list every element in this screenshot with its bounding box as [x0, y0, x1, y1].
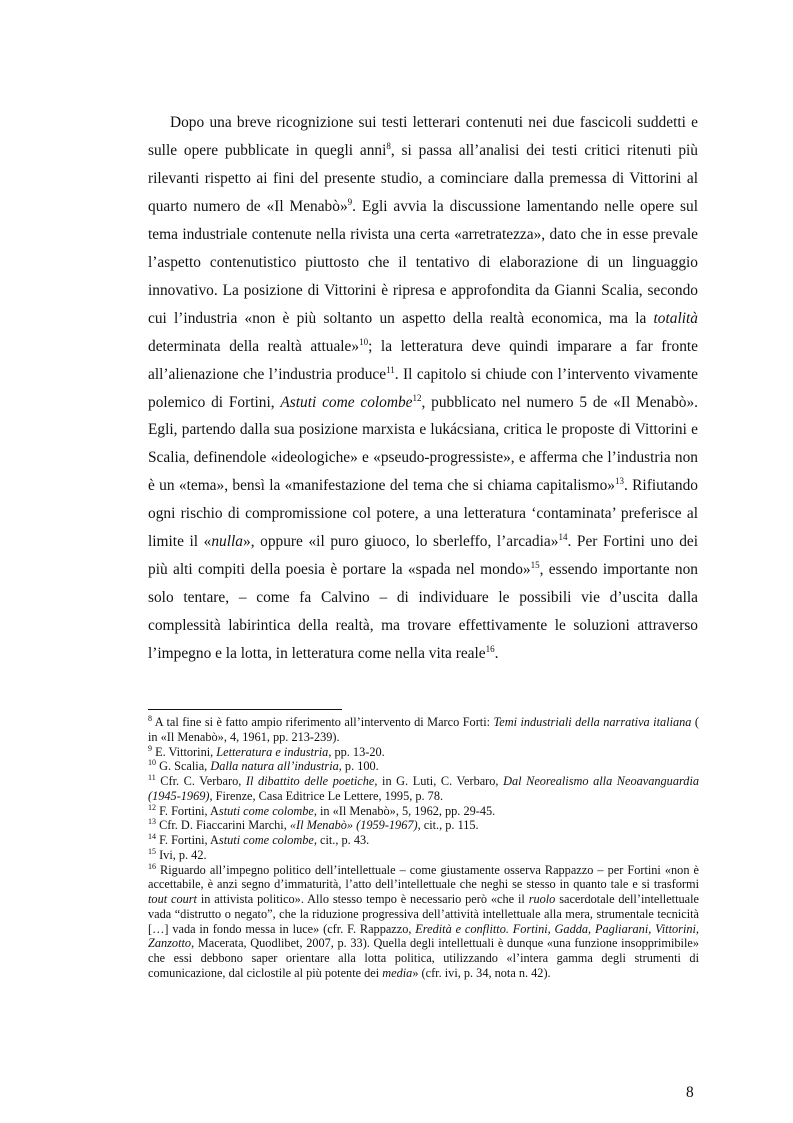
text-run: Dopo una breve ricognizione sui testi letterari contenuti nei due fascicoli suddetti e sulle opere pubblicate in quegli anni [148, 114, 698, 159]
footnote-italic: Eredità e conflitto. Fortini, Gadda, Pagliarani, Vittorini, Zanzotto [148, 921, 699, 951]
footnote-text: Cfr. D. Fiaccarini Marchi, [156, 818, 290, 833]
footnote-14 [148, 833, 699, 848]
footnote-number: 14 [148, 831, 156, 841]
footnote-italic: stuti come colombe, [218, 833, 317, 847]
text-run: , si passa all’analisi dei testi critici ritenuti più rilevanti rispetto ai fini del presente studio, a cominciare dalla premessa di Vittorini al quarto numero de «Il Menabò» [148, 141, 698, 215]
footnote-11 [148, 774, 699, 804]
italic-text: totalità [653, 309, 698, 327]
footnote-9 [148, 745, 699, 760]
footnote-text: , in G. Luti, C. Verbaro, [374, 774, 504, 788]
footnote-number: 10 [148, 758, 156, 768]
footnote-italic: stuti come colombe [218, 803, 314, 818]
italic-text: Astuti come colombe [280, 393, 413, 411]
footnote-text: , pp. 13-20. [328, 744, 385, 759]
footnote-8 [148, 715, 699, 745]
footnote-text: E. Vittorini, [152, 744, 217, 759]
footnote-12 [148, 804, 699, 819]
footnote-italic: Letteratura e industria [216, 744, 329, 759]
text-run: », oppure «il puro giuoco, lo sberleffo, l’arcadia» [243, 533, 559, 551]
footnote-italic: Il dibattito delle poetiche [245, 774, 375, 788]
footnote-text: » (cfr. ivi, p. 34, nota n. 42). [412, 965, 551, 980]
footnote-text: , in «Il Menabò», 5, 1962, pp. 29-45. [313, 803, 496, 818]
footnote-text: Riguardo all’impegno politico dell’intellettuale – come giustamente osserva Rappazzo – per Fortini «non è accettabile, è anzi segno d’immaturità, l’atto dell’intellettuale che neghi se stesso in quanto tale e si trasformi [148, 862, 699, 892]
text-run: ; la letteratura deve quindi imparare a far fronte all’alienazione che l’industria produce [148, 337, 698, 383]
footnote-ref-10[interactable]: 10 [359, 336, 369, 347]
footnote-ref-13[interactable]: 13 [614, 476, 624, 487]
footnote-italic: «Il Menabò» (1959-1967) [289, 818, 418, 833]
footnote-13 [148, 818, 699, 833]
footnote-number: 16 [148, 861, 156, 871]
paragraph [148, 109, 698, 668]
footnote-text: A tal fine si è fatto ampio riferimento all’intervento di Marco Forti: [152, 715, 494, 729]
footnote-text: sacerdotale dell’intellettuale vada “distrutto o negato”, che la riduzione progressiva dell’attività intellettuale alla mera, strumentale tecnicità […] vada in fondo messa in luce» (cfr. F. Rappazzo, [148, 892, 699, 936]
footnote-text: F. Fortini, A [156, 803, 219, 818]
text-run: , pubblicato nel numero 5 de «Il Menabò». Egli, partendo dalla sua posizione marxista e lukácsiana, critica le proposte di Vittorini e Scalia, definendole «ideologiche» e «pseudo-progressiste», e afferma che l’industria non è un «tema», bensì la «manifestazione del tema che si chiama capitalismo» [148, 393, 699, 495]
text-run: . Egli avvia la discussione lamentando nelle opere sul tema industriale contenute nella rivista una certa «arretratezza», dato che in esse prevale l’aspetto contenutistico piuttosto che il tentativo di elaborazione di un linguaggio innovativo. La posizione di Vittorini è ripresa e approfondita da Gianni Scalia, secondo cui l’industria «non è più soltanto un aspetto della realtà economica, ma la [148, 197, 698, 327]
footnotes [148, 715, 699, 981]
footnote-number: 8 [148, 713, 152, 723]
text-run: . Il capitolo si chiude con l’intervento vivamente polemico di Fortini, [148, 365, 698, 411]
footnote-text: G. Scalia, [156, 759, 211, 774]
italic-text: nulla [211, 533, 243, 551]
footnote-ref-15[interactable]: 15 [530, 560, 540, 571]
text-run: , essendo importante non solo tentare, – come fa Calvino – di individuare le possibili vie d’uscita dalla complessità labirintica della realtà, ma trovare effettivamente le soluzioni attraverso l’impegno e la lotta, in letteratura come nella vita reale [148, 561, 698, 663]
footnote-ref-16[interactable]: 16 [485, 643, 495, 654]
footnote-number: 9 [148, 743, 152, 753]
footnote-10 [148, 759, 699, 774]
footnote-text: ( in «Il Menabò», 4, 1961, pp. 213-239). [148, 715, 700, 744]
footnote-text: Cfr. C. Verbaro, [155, 774, 246, 788]
footnote-ref-14[interactable]: 14 [558, 532, 568, 543]
footnote-ref-12[interactable]: 12 [412, 392, 422, 403]
footnote-text: F. Fortini, A [156, 833, 219, 847]
footnote-number: 15 [148, 846, 156, 856]
text-run: . [494, 645, 499, 663]
page-number: 8 [686, 1084, 694, 1101]
footnote-italic: ruolo [528, 892, 556, 906]
footnote-text: , Firenze, Casa Editrice Le Lettere, 1995, p. 78. [209, 788, 444, 803]
footnote-text: Ivi, p. 42. [156, 847, 207, 862]
footnote-italic: Temi industriali della narrativa italiana [493, 715, 692, 729]
text-run: . Per Fortini uno dei più alti compiti della poesia è portare la «spada nel mondo» [148, 533, 698, 579]
footnote-number: 13 [148, 817, 156, 827]
footnote-ref-8[interactable]: 8 [386, 140, 391, 151]
body-paragraph [148, 109, 698, 668]
footnote-text: cit., p. 43. [316, 833, 370, 847]
footnote-15 [148, 848, 699, 863]
footnote-italic: media [382, 965, 413, 980]
footnote-italic: tout court [148, 892, 197, 906]
footnote-text: , p. 100. [338, 759, 379, 774]
text-run: . Rifiutando ogni rischio di compromissione col potere, a una letteratura ‘contaminata’ preferisce al limite il « [148, 477, 698, 551]
footnote-16 [148, 863, 699, 981]
footnote-text: in attivista politico». Allo stesso tempo è necessario però «che il [196, 892, 529, 906]
footnote-separator [148, 709, 342, 710]
footnote-italic: Dal Neorealismo alla Neoavanguardia (1945-1969) [148, 774, 700, 803]
footnote-text: , cit., p. 115. [417, 818, 479, 833]
footnote-text: , Macerata, Quodlibet, 2007, p. 33). Quella degli intellettuali è dunque «una funzione insopprimibile» che essi debbono saper orientare alla lotta politica, utilizzando «l’intera gamma degli strumenti di comunicazione, dal ciclostile al più potente dei [148, 936, 699, 980]
text-run: determinata della realtà attuale» [148, 337, 360, 355]
footnote-number: 12 [148, 802, 156, 812]
footnote-italic: Dalla natura all’industria [210, 759, 339, 774]
footnote-ref-11[interactable]: 11 [386, 364, 395, 375]
footnote-number: 11 [148, 772, 156, 782]
footnote-ref-9[interactable]: 9 [347, 196, 353, 207]
